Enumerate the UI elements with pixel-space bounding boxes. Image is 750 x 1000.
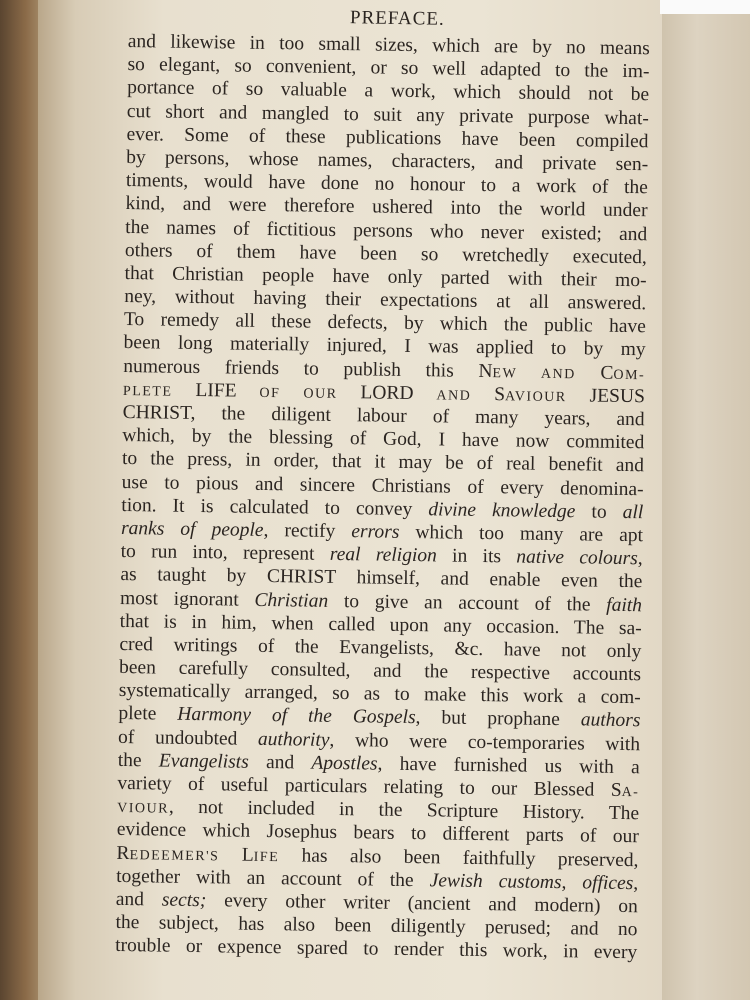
- text-run: , who were co-temporaries with: [329, 729, 641, 755]
- text-run: , but prophane: [415, 707, 581, 731]
- small-caps-run: A-: [621, 784, 640, 801]
- small-caps-run: EW AND: [492, 365, 576, 382]
- text-run: S: [471, 383, 506, 406]
- text-run: L: [219, 843, 254, 866]
- text-run: that Christian people have only parted with their mo-: [124, 262, 647, 292]
- text-run: use to pious and sincere Christians of every denomina-: [121, 471, 644, 500]
- body-text: [115, 30, 650, 965]
- italic-run: faith: [606, 594, 643, 616]
- text-run: been long materially injured, I was applied to by my: [123, 332, 646, 361]
- text-run: CHRIST, the diligent labour of many years, and: [122, 401, 645, 431]
- text-run: systematically arranged, so as to make this work a com-: [118, 680, 641, 709]
- text-run: been carefully consulted, and the respective accounts: [118, 657, 642, 686]
- text-run: To remedy all these defects, by which the public have: [123, 309, 647, 338]
- text-run: the subject, has also been diligently perused; and no: [115, 912, 638, 941]
- italic-run: errors: [351, 521, 400, 543]
- text-run: kind, and were therefore ushered into the world under: [125, 193, 648, 222]
- text-run: by persons, whose names, characters, and private sen-: [126, 146, 649, 176]
- italic-run: Jewish customs: [429, 870, 562, 893]
- italic-run: ranks of people: [120, 517, 264, 541]
- book-spine: [0, 0, 42, 1000]
- text-run: the names of fictitious persons who never existed; and: [125, 216, 648, 245]
- text-run: in its: [436, 545, 517, 568]
- italic-run: offices: [582, 872, 634, 894]
- italic-run: Evangelists: [158, 750, 249, 773]
- small-caps-run: EDEEMER'S: [129, 847, 220, 864]
- text-run: variety of useful particulars relating to our Blessed S: [117, 772, 622, 801]
- background: [660, 0, 750, 14]
- text-run: , have furnished us with a: [377, 753, 640, 779]
- text-run: every other writer (ancient and modern) on: [206, 890, 638, 918]
- text-run: ,: [633, 872, 639, 894]
- small-caps-run: PLETE: [122, 383, 173, 400]
- text-run: of undoubted: [117, 726, 259, 750]
- text-run: to run into, represent: [120, 541, 330, 565]
- text-run: which, by the blessing of God, I have now commited: [122, 425, 645, 454]
- running-head: PREFACE.: [349, 7, 445, 30]
- text-run: LIFE: [172, 379, 260, 402]
- text-run: most ignorant: [119, 587, 255, 611]
- text-run: cred writings of the Evangelists, &c. have not only: [119, 633, 642, 663]
- small-caps-run: OM-: [613, 367, 646, 383]
- text-run: together with an account of the: [116, 865, 430, 892]
- text-run: timents, would have done no honour to a work of the: [125, 170, 648, 199]
- text-run: the: [117, 749, 160, 772]
- italic-run: authority: [257, 728, 330, 751]
- text-run: so elegant, so convenient, or so well adapted to the im-: [127, 54, 650, 83]
- text-run: R: [116, 842, 130, 864]
- text-run: has also been faithfully preserved,: [279, 844, 639, 871]
- text-run: ever. Some of these publications have been compiled: [126, 123, 649, 153]
- text-run: to give an account of the: [328, 590, 607, 616]
- text-run: numerous friends to publish this N: [123, 355, 493, 382]
- small-caps-run: IFE: [253, 849, 280, 865]
- small-caps-run: VIOUR: [117, 801, 170, 817]
- text-run: to: [575, 501, 623, 523]
- italic-run: real religion: [329, 543, 437, 567]
- small-caps-run: AVIOUR: [504, 389, 567, 405]
- small-caps-run: AND: [436, 388, 472, 404]
- text-run: cut short and mangled to suit any private purpose what-: [126, 100, 649, 129]
- text-run: tion. It is calculated to convey: [121, 494, 429, 520]
- text-run: LORD: [337, 381, 437, 405]
- small-caps-run: OF OUR: [259, 385, 338, 402]
- text-run: as taught by CHRIST himself, and enable even the: [120, 564, 643, 593]
- text-run: others of them have been so wretchedly executed,: [124, 239, 648, 268]
- italic-run: sects;: [161, 889, 207, 912]
- text-run: that is in him, when called upon any occasion. The sa-: [119, 610, 642, 639]
- italic-run: Harmony of the Gospels: [177, 704, 416, 729]
- italic-run: Christian: [254, 589, 329, 612]
- text-run: C: [575, 361, 614, 384]
- italic-run: native colours: [516, 546, 638, 570]
- text-run: portance of so valuable a work, which should not be: [127, 77, 650, 106]
- text-run: evidence which Josephus bears to different parts of our: [116, 819, 639, 848]
- text-run: ney, without having their expectations at all answered.: [124, 286, 647, 315]
- text-run: and: [248, 751, 312, 774]
- text-run: ,: [637, 548, 643, 570]
- text-run: and: [115, 888, 163, 911]
- text-run: , not included in the Scripture History. The: [168, 796, 640, 825]
- next-page-edge: [662, 10, 750, 1000]
- italic-run: all: [622, 501, 644, 523]
- text-run: JESUS: [566, 384, 646, 408]
- text-run: to the press, in order, that it may be of real benefit and: [121, 448, 645, 477]
- text-run: ,: [561, 871, 583, 894]
- text-run: trouble or expence spared to render this work, in every: [115, 935, 638, 964]
- italic-run: authors: [580, 709, 641, 732]
- italic-run: Apostles: [311, 752, 378, 775]
- text-run: plete: [118, 703, 178, 726]
- text-run: and likewise in too small sizes, which are by no means: [127, 30, 650, 60]
- text-run: , rectify: [263, 519, 352, 543]
- text-run: which too many are apt: [399, 521, 644, 547]
- italic-run: divine knowledge: [428, 498, 576, 523]
